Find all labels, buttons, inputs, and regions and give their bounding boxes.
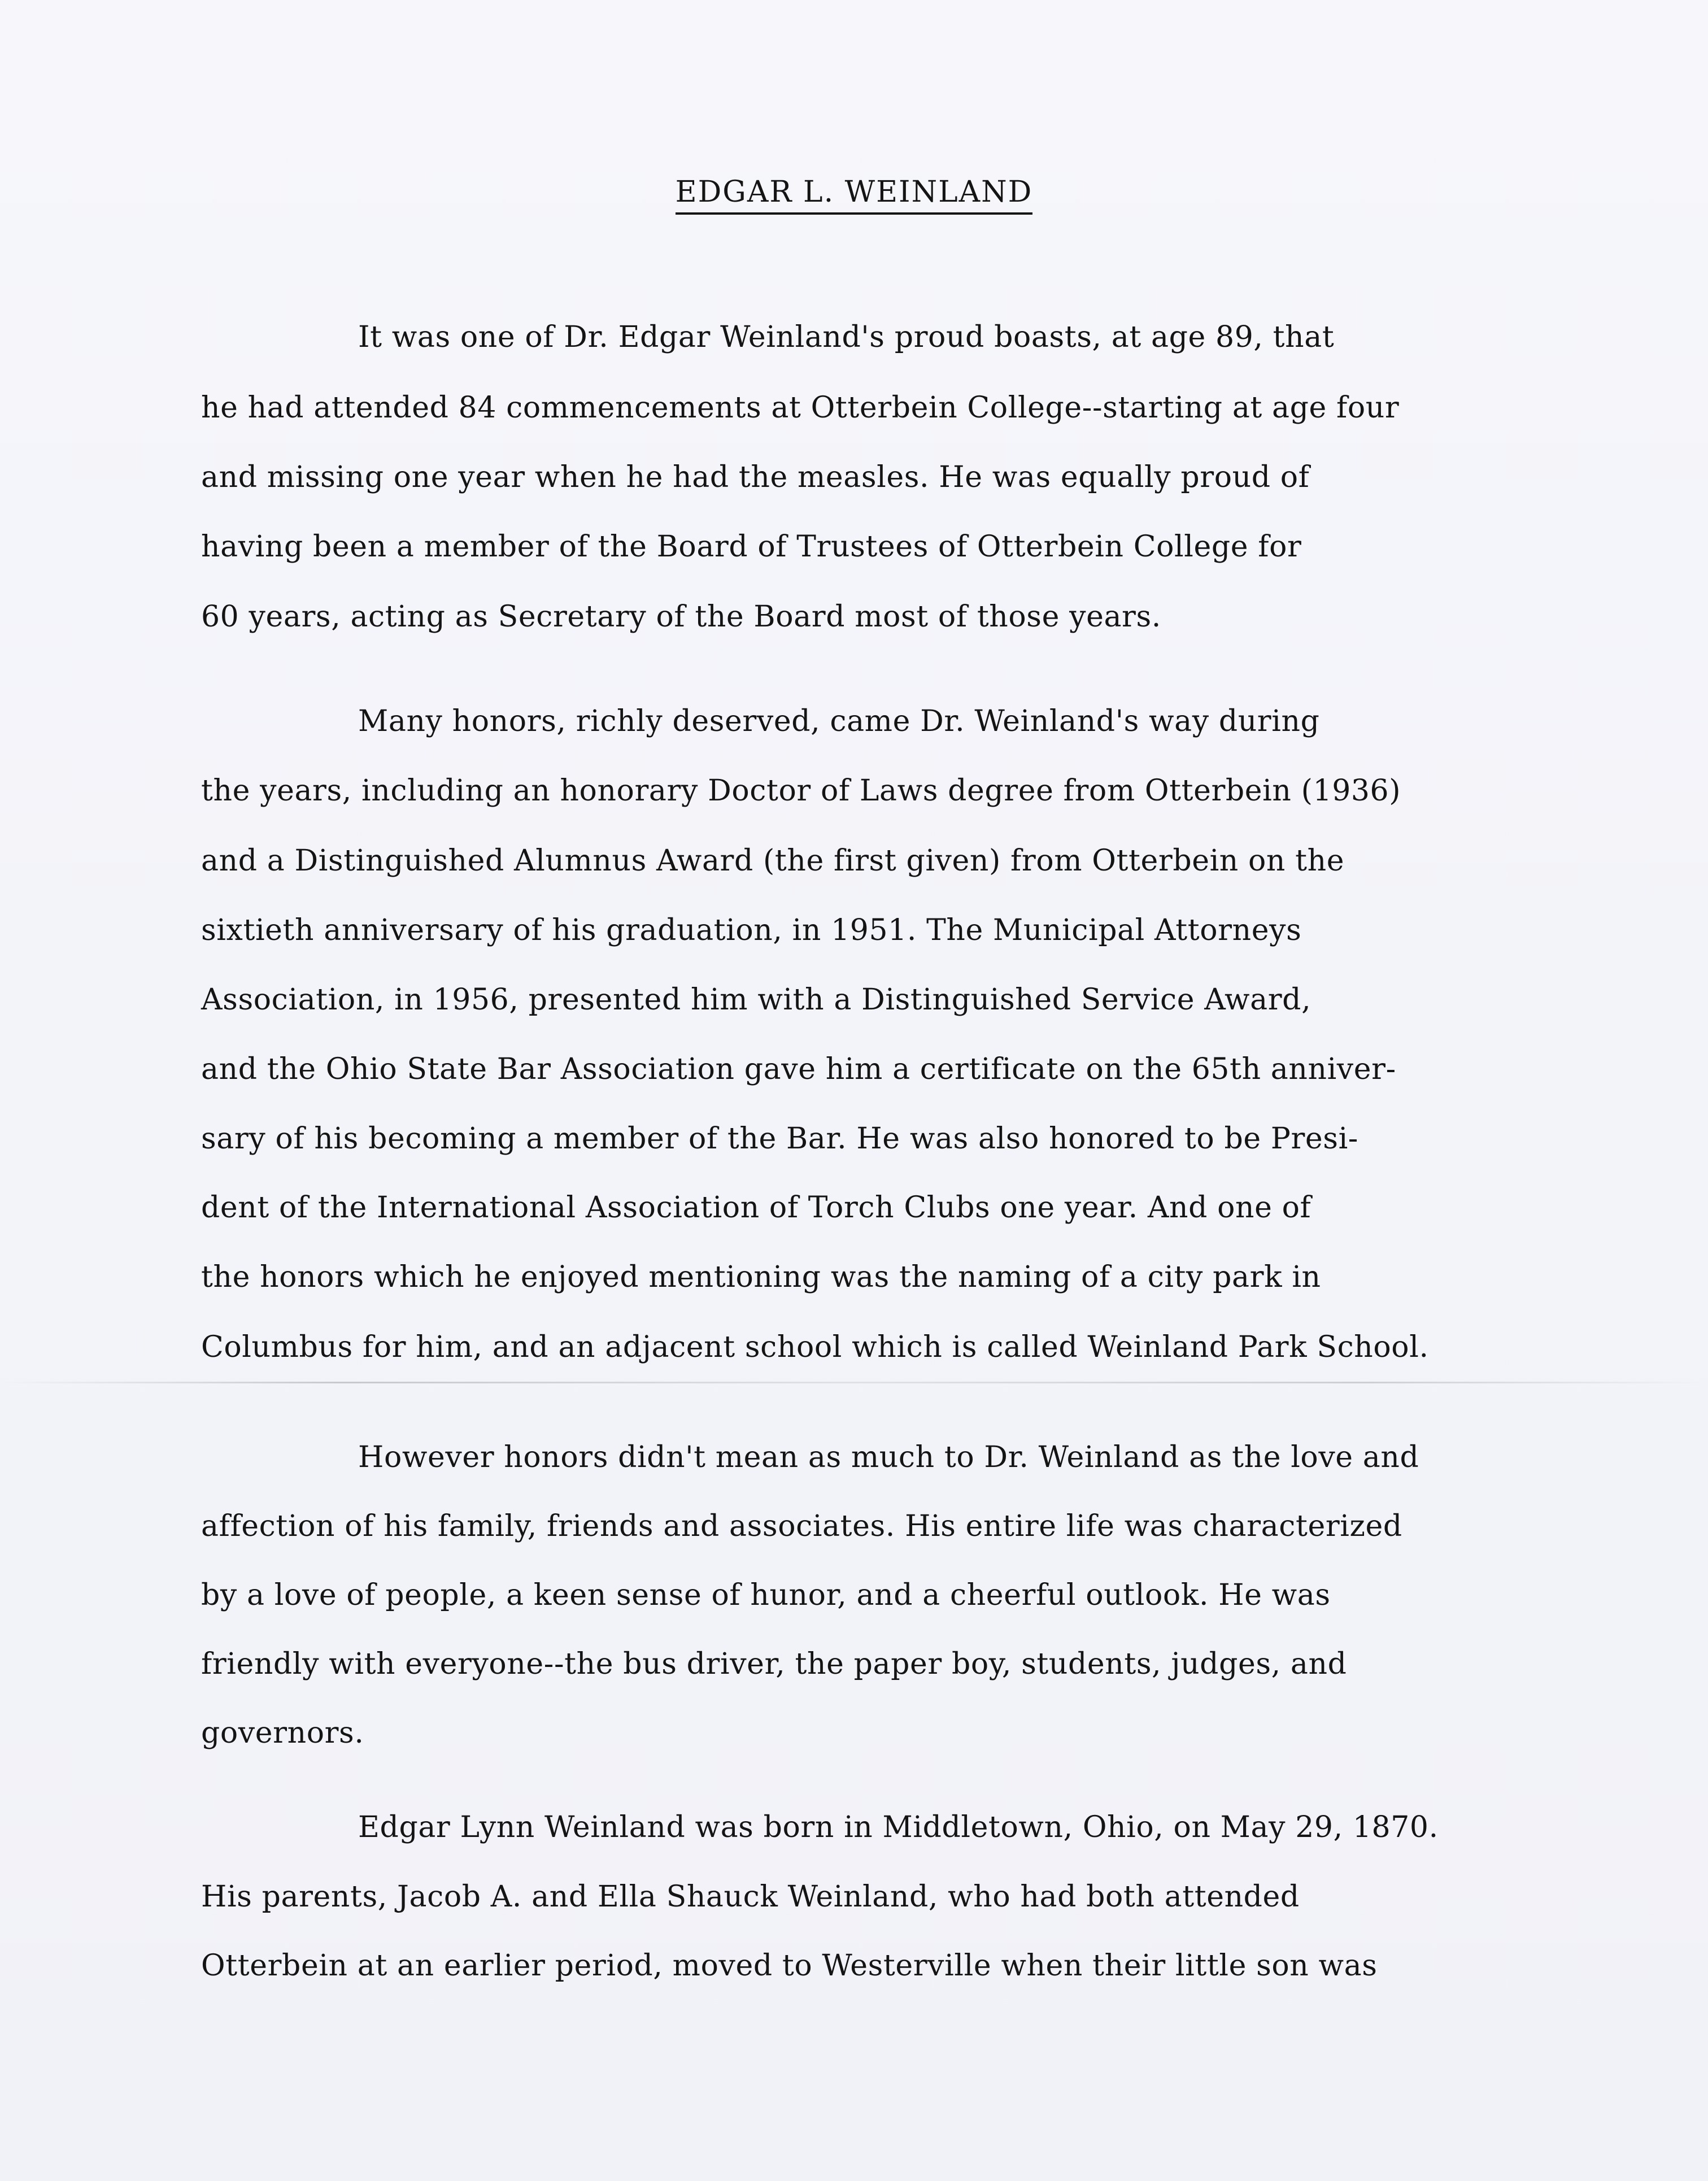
paragraph-2-line-7: sary of his becoming a member of the Bar. He was also honored to be Presi- <box>201 1122 1358 1156</box>
paragraph-1-line-4: having been a member of the Board of Trustees of Otterbein College for <box>201 530 1302 564</box>
paragraph-3-line-2: affection of his family, friends and associates. His entire life was characterized <box>201 1509 1402 1543</box>
paragraph-2-line-10: Columbus for him, and an adjacent school which is called Weinland Park School. <box>201 1330 1429 1364</box>
paragraph-2-line-3: and a Distinguished Alumnus Award (the first given) from Otterbein on the <box>201 844 1345 878</box>
paragraph-2-line-8: dent of the International Association of Torch Clubs one year. And one of <box>201 1191 1312 1225</box>
document-title <box>0 169 1708 215</box>
paragraph-3-line-5: governors. <box>201 1716 364 1750</box>
paragraph-2-line-1: Many honors, richly deserved, came Dr. Weinland's way during <box>358 704 1320 738</box>
paragraph-4-line-1: Edgar Lynn Weinland was born in Middletown, Ohio, on May 29, 1870. <box>358 1810 1439 1844</box>
paragraph-4-line-3: Otterbein at an earlier period, moved to Westerville when their little son was <box>201 1949 1378 1983</box>
paragraph-2-line-2: the years, including an honorary Doctor of Laws degree from Otterbein (1936) <box>201 774 1401 808</box>
paragraph-2-line-4: sixtieth anniversary of his graduation, in 1951. The Municipal Attorneys <box>201 913 1302 947</box>
paragraph-1-line-5: 60 years, acting as Secretary of the Board most of those years. <box>201 600 1161 634</box>
paragraph-2-line-6: and the Ohio State Bar Association gave him a certificate on the 65th anniver- <box>201 1052 1396 1086</box>
paragraph-2-line-5: Association, in 1956, presented him with a Distinguished Service Award, <box>201 983 1312 1017</box>
paragraph-3-line-1: However honors didn't mean as much to Dr. Weinland as the love and <box>358 1440 1419 1474</box>
paragraph-1-line-3: and missing one year when he had the measles. He was equally proud of <box>201 460 1310 494</box>
title-text: EDGAR L. WEINLAND <box>676 175 1033 215</box>
paper-fold-line <box>0 1382 1708 1383</box>
paragraph-3-line-3: by a love of people, a keen sense of hunor, and a cheerful outlook. He was <box>201 1578 1331 1612</box>
paragraph-3-line-4: friendly with everyone--the bus driver, the paper boy, students, judges, and <box>201 1647 1347 1681</box>
paragraph-1-line-1: It was one of Dr. Edgar Weinland's proud boasts, at age 89, that <box>358 320 1335 354</box>
paragraph-4-line-2: His parents, Jacob A. and Ella Shauck Weinland, who had both attended <box>201 1880 1300 1914</box>
paragraph-2-line-9: the honors which he enjoyed mentioning was the naming of a city park in <box>201 1260 1321 1294</box>
paragraph-1-line-2: he had attended 84 commencements at Otterbein College--starting at age four <box>201 391 1400 425</box>
